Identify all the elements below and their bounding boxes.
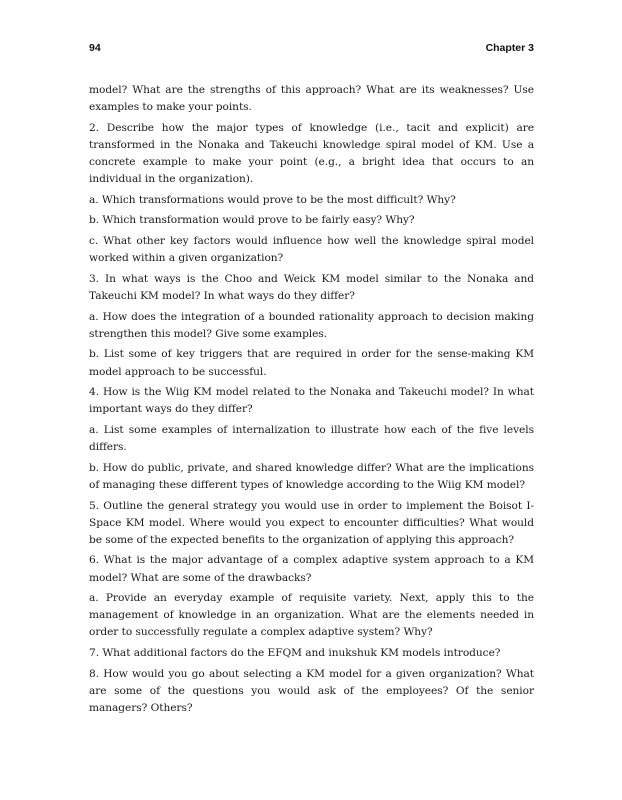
question-4a: a. List some examples of internalization to illustrate how each of the five levels differs. [89,424,534,454]
chapter-title: Chapter 3 [485,42,534,54]
question-2c: c. What other key factors would influence how well the knowledge spiral model worked within a given organization? [89,235,534,265]
running-header [89,42,534,56]
question-8: 8. How would you go about selecting a KM model for a given organization? What are some of the questions you would ask of the employees? Of the senior managers? Others? [89,667,534,714]
question-2a: a. Which transformations would prove to be the most difficult? Why? [89,193,456,206]
question-5: 5. Outline the general strategy you would use in order to implement the Boisot I-Space KM model. Where would you expect to encounter difficulties? What would be some of the expected benefits to the organization of applying this approach? [89,499,534,546]
question-3a: a. How does the integration of a bounded rationality approach to decision making strengthen this model? Give some examples. [89,310,534,340]
question-2b: b. Which transformation would prove to be fairly easy? Why? [89,214,415,227]
question-6a: a. Provide an everyday example of requisite variety. Next, apply this to the management of knowledge in an organization. What are the elements needed in order to successfully regulate a complex adaptive system? Why? [89,592,534,639]
page-number: 94 [89,42,101,54]
body-text [89,82,534,721]
question-6: 6. What is the major advantage of a complex adaptive system approach to a KM model? What are some of the drawbacks? [89,554,534,584]
question-4: 4. How is the Wiig KM model related to the Nonaka and Takeuchi model? In what important ways do they differ? [89,386,534,416]
question-4b: b. How do public, private, and shared knowledge differ? What are the implications of managing these different types of knowledge according to the Wiig KM model? [89,461,534,491]
question-3b: b. List some of key triggers that are required in order for the sense-making KM model approach to be successful. [89,348,534,378]
question-2: 2. Describe how the major types of knowledge (i.e., tacit and explicit) are transformed in the Nonaka and Takeuchi knowledge spiral model of KM. Use a concrete example to make your point (e.g., a bright idea that occurs to an individual in the organization). [89,121,534,186]
question-7: 7. What additional factors do the EFQM and inukshuk KM models introduce? [89,647,501,660]
paragraph: model? What are the strengths of this approach? What are its weaknesses? Use examples to make your points. [89,84,534,114]
question-3: 3. In what ways is the Choo and Weick KM model similar to the Nonaka and Takeuchi KM model? In what ways do they differ? [89,272,534,302]
